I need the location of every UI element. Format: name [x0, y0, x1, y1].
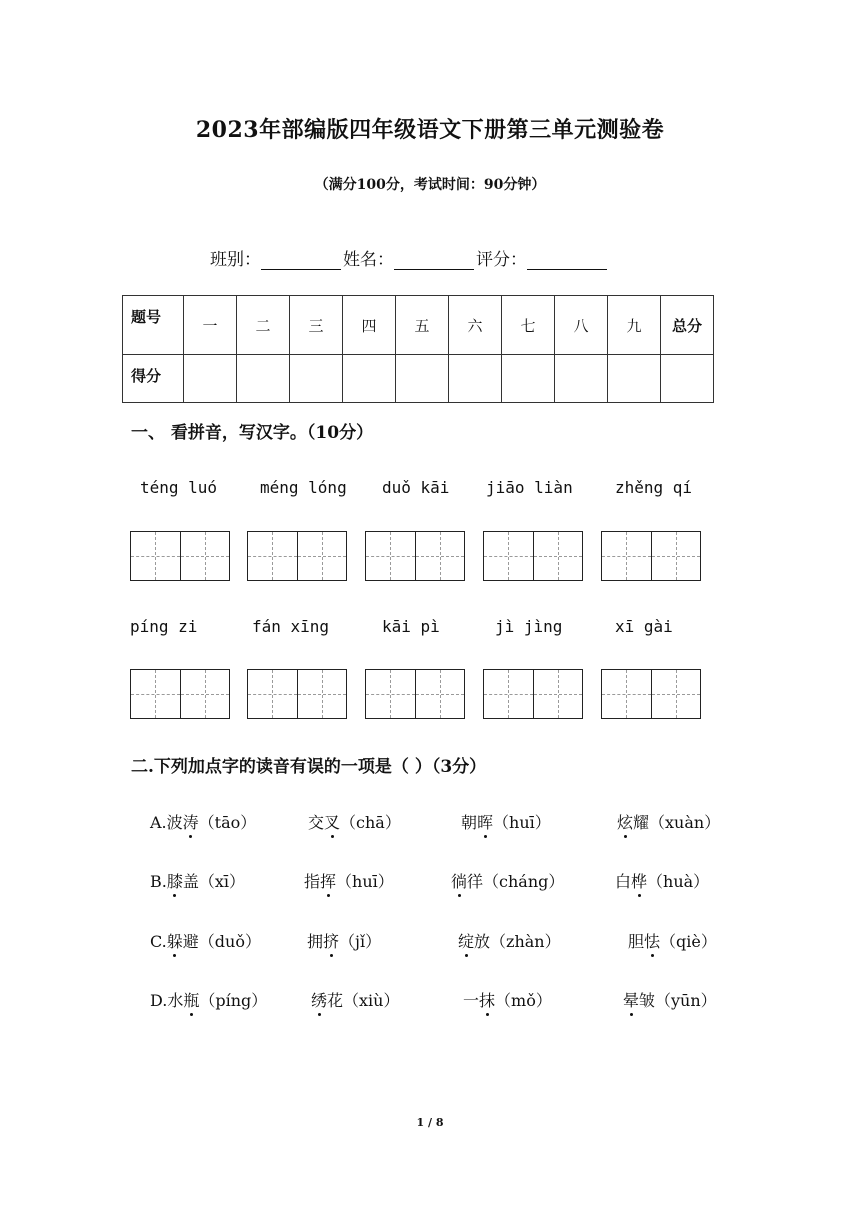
option-text: 胆 — [628, 932, 645, 951]
pinyin-label: xī gài — [615, 617, 673, 636]
writing-grid[interactable] — [601, 531, 701, 581]
writing-grid[interactable] — [601, 669, 701, 719]
option-text: 一 — [463, 991, 480, 1010]
option-item — [308, 810, 401, 833]
score-cell[interactable] — [237, 355, 290, 403]
score-blank[interactable] — [527, 251, 607, 270]
page-number: 1 / 8 — [416, 1116, 444, 1129]
writing-grid[interactable] — [483, 669, 583, 719]
option-text: C. — [150, 932, 167, 951]
pinyin-label: téng luó — [140, 478, 218, 497]
pinyin-label: duǒ kāi — [382, 478, 450, 497]
score-col-4: 四 — [343, 296, 396, 355]
writing-grid[interactable] — [483, 531, 583, 581]
score-table-header-row — [123, 296, 714, 355]
option-text: 朝 — [461, 813, 478, 832]
option-text: （píng） — [199, 991, 268, 1010]
pinyin-label: kāi pì — [382, 617, 440, 636]
score-cell[interactable] — [555, 355, 608, 403]
class-blank[interactable] — [261, 251, 341, 270]
score-col-9: 九 — [608, 296, 661, 355]
option-text: A.波 — [150, 813, 183, 832]
option-text: 皱（yūn） — [639, 991, 717, 1010]
pinyin-label: píng zi — [130, 617, 198, 636]
option-text: 白 — [615, 872, 632, 891]
option-item — [623, 988, 717, 1011]
score-table-score-row — [123, 355, 714, 403]
score-cell[interactable] — [661, 355, 714, 403]
option-text: 耀（xuàn） — [633, 813, 721, 832]
dotted-char: 挥 — [320, 869, 336, 892]
question-number-label: 题号 — [123, 296, 184, 355]
dotted-char: 徜 — [451, 869, 467, 892]
option-item — [461, 810, 551, 833]
score-col-6: 六 — [449, 296, 502, 355]
writing-grid[interactable] — [365, 531, 465, 581]
class-label: 班别： — [210, 250, 261, 270]
score-table — [122, 295, 714, 403]
score-label: 评分： — [476, 250, 527, 270]
option-text: B. — [150, 872, 167, 891]
pinyin-label: jì jìng — [495, 617, 563, 636]
dotted-char: 绽 — [458, 929, 474, 952]
page-title: 2023年部编版四年级语文下册第三单元测验卷 — [195, 117, 665, 143]
dotted-char: 怯 — [644, 929, 660, 952]
score-cell[interactable] — [396, 355, 449, 403]
option-item — [150, 810, 256, 833]
option-item — [615, 869, 709, 892]
option-item — [150, 869, 245, 892]
dotted-char: 瓶 — [183, 988, 199, 1011]
score-cell[interactable] — [184, 355, 237, 403]
option-item — [451, 869, 564, 892]
writing-grid[interactable] — [247, 669, 347, 719]
writing-grid[interactable] — [130, 531, 230, 581]
name-blank[interactable] — [394, 251, 474, 270]
option-text: 花（xiù） — [327, 991, 400, 1010]
score-col-3: 三 — [290, 296, 343, 355]
option-item — [311, 988, 399, 1011]
dotted-char: 晕 — [623, 988, 639, 1011]
option-text: （mǒ） — [495, 991, 552, 1010]
score-cell[interactable] — [502, 355, 555, 403]
dotted-char: 涛 — [183, 810, 199, 833]
option-item — [628, 929, 717, 952]
pinyin-label: jiāo liàn — [486, 478, 573, 497]
student-info-line — [210, 245, 609, 270]
score-cell[interactable] — [290, 355, 343, 403]
option-text: （huà） — [647, 872, 710, 891]
score-cell[interactable] — [343, 355, 396, 403]
dotted-char: 绣 — [311, 988, 327, 1011]
option-item — [617, 810, 720, 833]
option-text: （chā） — [340, 813, 401, 832]
score-cell[interactable] — [608, 355, 661, 403]
pinyin-label: méng lóng — [260, 478, 347, 497]
score-col-total: 总分 — [661, 296, 714, 355]
dotted-char: 桦 — [631, 869, 647, 892]
option-text: 拥 — [307, 932, 324, 951]
writing-grid[interactable] — [365, 669, 465, 719]
option-item — [304, 869, 394, 892]
dotted-char: 炫 — [617, 810, 633, 833]
score-col-8: 八 — [555, 296, 608, 355]
option-item — [463, 988, 552, 1011]
option-text: （tāo） — [198, 813, 257, 832]
option-item — [458, 929, 561, 952]
option-text: D.水 — [150, 991, 184, 1010]
score-col-2: 二 — [237, 296, 290, 355]
dotted-char: 挤 — [323, 929, 339, 952]
option-text: 盖（xī） — [182, 872, 246, 891]
option-text: 指 — [304, 872, 321, 891]
option-text: （huī） — [493, 813, 551, 832]
option-text: （jǐ） — [339, 932, 382, 951]
pinyin-label: zhěng qí — [615, 478, 693, 497]
score-row-label: 得分 — [123, 355, 184, 403]
option-text: （qiè） — [660, 932, 717, 951]
writing-grid[interactable] — [247, 531, 347, 581]
score-col-5: 五 — [396, 296, 449, 355]
dotted-char: 晖 — [477, 810, 493, 833]
section1-heading: 一、 看拼音，写汉字。（10分） — [131, 423, 374, 443]
score-cell[interactable] — [449, 355, 502, 403]
pinyin-label: fán xīng — [252, 617, 330, 636]
option-text: 放（zhàn） — [474, 932, 561, 951]
name-label: 姓名： — [343, 250, 394, 270]
exam-subtitle: （满分100分，考试时间：90分钟） — [314, 177, 546, 193]
score-col-1: 一 — [184, 296, 237, 355]
score-col-7: 七 — [502, 296, 555, 355]
option-text: 徉（cháng） — [467, 872, 565, 891]
writing-grid[interactable] — [130, 669, 230, 719]
option-text: 避（duǒ） — [182, 932, 261, 951]
option-text: 交 — [308, 813, 325, 832]
option-text: （huī） — [336, 872, 394, 891]
section2-heading: 二.下列加点字的读音有误的一项是（ ）（3分） — [131, 757, 487, 777]
dotted-char: 叉 — [324, 810, 340, 833]
option-item — [150, 929, 261, 952]
dotted-char: 抹 — [479, 988, 495, 1011]
dotted-char: 膝 — [167, 869, 183, 892]
option-item — [307, 929, 381, 952]
dotted-char: 躲 — [167, 929, 183, 952]
option-item — [150, 988, 267, 1011]
